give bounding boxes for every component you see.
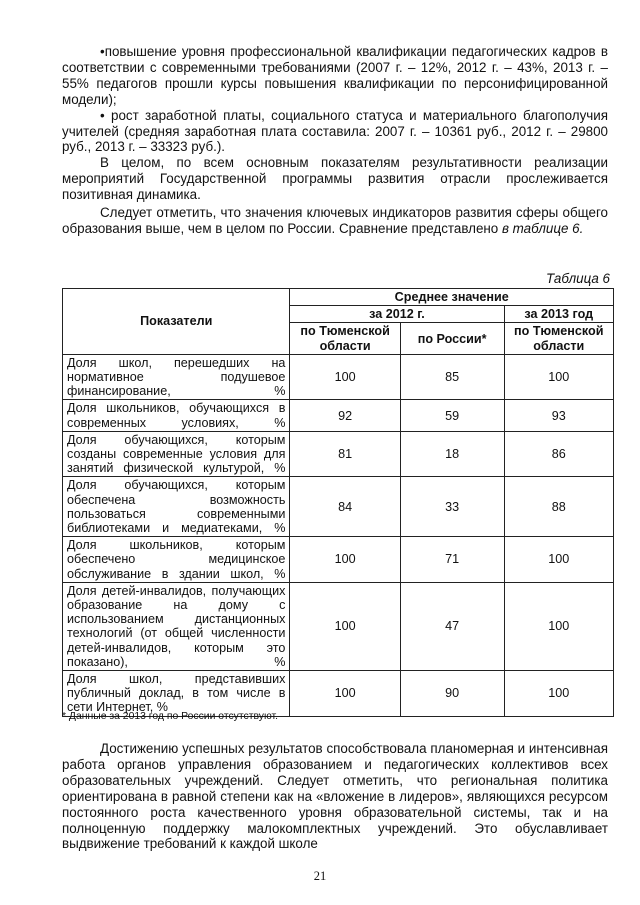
row-label: Доля школ, перешедших на нормативное подушевое финансирование, % [63,354,290,400]
table-row [63,537,614,583]
row-label: Доля обучающихся, которым созданы современные условия для занятий физической культурой, % [63,431,290,477]
paragraph-comparison [62,205,608,237]
intro-text [62,44,608,237]
header-year-2013: за 2013 год [504,306,614,323]
table-row [63,582,614,670]
value-russia-2012: 33 [400,477,504,537]
value-russia-2012: 59 [400,400,504,431]
indicators-table [62,288,614,717]
table-footnote: * Данные за 2013 год по России отсутствуют. [62,711,279,722]
value-russia-2012: 85 [400,354,504,400]
paragraph-qualification: •повышение уровня профессиональной квалификации педагогических кадров в соответствии с современными требованиями (2007 г. – 12%, 2012 г. – 43%, 2013 г. – 55% педагогов прошли курсы повышения квалификации по персонифицированной модели); [62,44,608,107]
value-tyumen-2012: 100 [290,671,400,717]
value-tyumen-2013: 93 [504,400,614,431]
value-tyumen-2012: 100 [290,537,400,583]
header-tyumen-2012: по Тюменской области [290,323,400,354]
header-tyumen-2013: по Тюменской области [504,323,614,354]
table-reference: в таблице 6. [501,220,584,236]
table-row [63,671,614,717]
table-row [63,477,614,537]
value-russia-2012: 18 [400,431,504,477]
value-russia-2012: 71 [400,537,504,583]
value-tyumen-2013: 100 [504,671,614,717]
value-russia-2012: 90 [400,671,504,717]
value-tyumen-2013: 100 [504,537,614,583]
page-number: 21 [313,869,327,883]
header-average: Среднее значение [290,289,614,306]
row-label: Доля школ, представивших публичный доклад, в том числе в сети Интернет, % [63,671,290,717]
value-tyumen-2012: 84 [290,477,400,537]
value-tyumen-2013: 86 [504,431,614,477]
value-tyumen-2013: 100 [504,354,614,400]
table-row [63,400,614,431]
table-row [63,354,614,400]
value-tyumen-2012: 92 [290,400,400,431]
comparison-text: Следует отметить, что значения ключевых индикаторов развития сферы общего образования выше, чем в целом по России. Сравнение представлено [62,205,608,236]
row-label: Доля детей-инвалидов, получающих образование на дому с использованием дистанционных технологий (от общей численности детей-инвалидов, которым это показано), % [63,582,290,670]
row-label: Доля школьников, которым обеспечено медицинское обслуживание в здании школ, % [63,537,290,583]
row-label: Доля обучающихся, которым обеспечена возможность пользоваться современными библиотеками и медиатеками, % [63,477,290,537]
table-caption: Таблица 6 [546,271,610,286]
value-tyumen-2012: 81 [290,431,400,477]
table-row [63,431,614,477]
header-indicators: Показатели [63,289,290,355]
value-tyumen-2013: 88 [504,477,614,537]
paragraph-salary: • рост заработной платы, социального статуса и материального благополучия учителей (средняя заработная плата составила: 2007 г. – 10361 руб., 2012 г. – 29800 руб., 2013 г. – 33323 руб.). [62,107,608,155]
paragraph-results: Достижению успешных результатов способствовала планомерная и интенсивная работа органов управления образованием и педагогических коллективов всех образовательных учреждений. Следует отметить, что региональная политика ориентирована в равной степени как на «вложение в лидеров», являющихся ресурсом постоянного роста качественного уровня образовательной системы, так и на полноценную поддержку малокомплектных учреждений. Это обуславливает выдвижение требований к каждой школе [62,741,608,852]
paragraph-dynamics: В целом, по всем основным показателям результативности реализации мероприятий Государственной программы развития отрасли прослеживается позитивная динамика. [62,155,608,203]
row-label: Доля школьников, обучающихся в современных условиях, % [63,400,290,431]
header-russia-2012: по России* [400,323,504,354]
header-year-2012: за 2012 г. [290,306,504,323]
value-tyumen-2013: 100 [504,582,614,670]
value-tyumen-2012: 100 [290,582,400,670]
value-tyumen-2012: 100 [290,354,400,400]
closing-text [62,741,608,852]
value-russia-2012: 47 [400,582,504,670]
